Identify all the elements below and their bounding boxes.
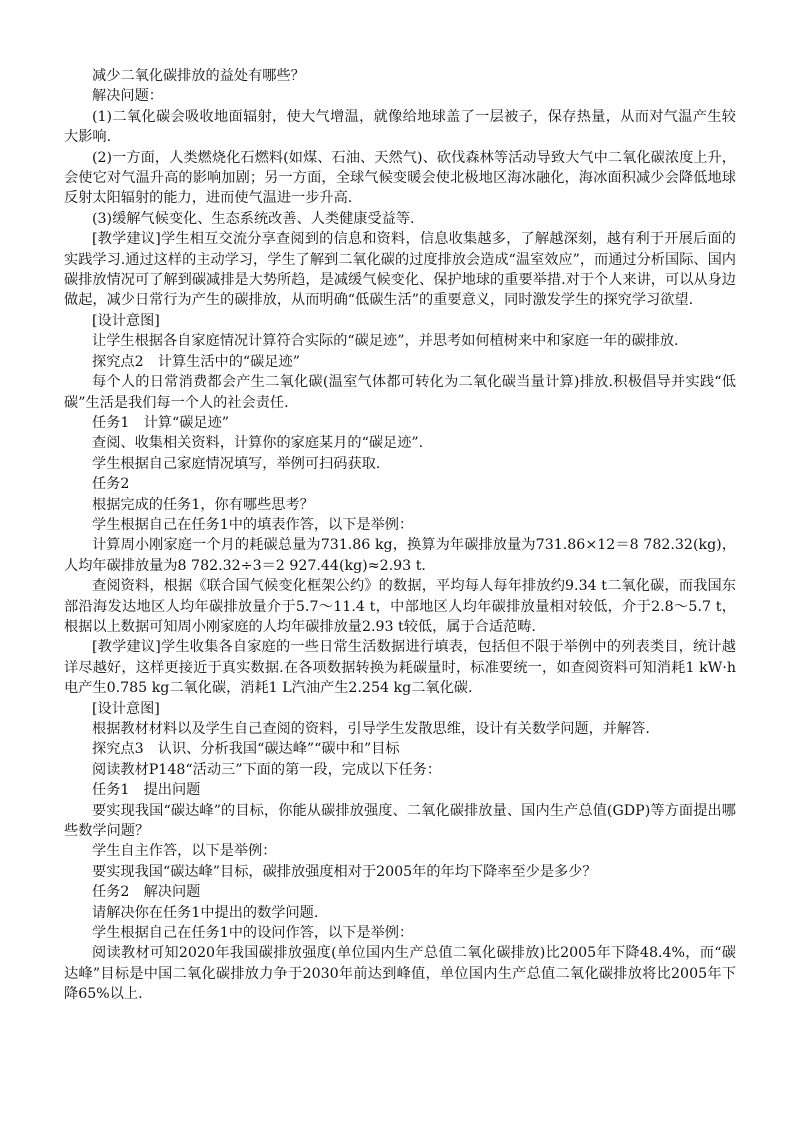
- paragraph-answer-3: [64, 209, 736, 229]
- task-heading-1: [64, 413, 736, 433]
- paragraph-text: 解决问题：: [92, 88, 163, 105]
- paragraph-answer-2: [64, 148, 736, 209]
- paragraph-text: 查阅、收集相关资料，计算你的家庭某月的“碳足迹”.: [92, 435, 424, 452]
- paragraph-design-intent-label-2: [64, 699, 736, 719]
- paragraph-text: 学生根据自己家庭情况填写，举例可扫码获取.: [92, 455, 381, 472]
- paragraph-text: (1)二氧化碳会吸收地面辐射，使大气增温，就像给地球盖了一层被子，保存热量，从而对气温产生较大影响.: [64, 108, 736, 146]
- paragraph-solve-example-intro: [64, 923, 736, 943]
- paragraph-text: 学生根据自己在任务1中的填表作答，以下是举例：: [92, 516, 414, 533]
- section-heading-exploration-2: [64, 352, 736, 372]
- paragraph-text: 每个人的日常消费都会产生二氧化碳(温室气体都可转化为二氧化碳当量计算)排放.积极倡导并实践“低碳”生活是我们每一个人的社会责任.: [64, 374, 736, 411]
- paragraph-answer-1: [64, 107, 736, 148]
- document-page: [64, 66, 736, 1005]
- paragraph-text: 探究点3 认识、分析我国“碳达峰”“碳中和”目标: [92, 741, 400, 758]
- paragraph-text: 任务1 计算“碳足迹”: [92, 414, 230, 431]
- paragraph-teaching-suggestion-1: [64, 229, 736, 311]
- paragraph-text: 阅读教材可知2020年我国碳排放强度(单位国内生产总值二氧化碳排放)比2005年下降48.4%，而“碳达峰”目标是中国二氧化碳排放力争于2030年前达到峰值，单位国内生产总值二氧化碳排放将比2005年下降65%以上.: [64, 945, 736, 1003]
- task-heading-solve-problem: [64, 882, 736, 902]
- paragraph-text: [教学建议]学生收集各自家庭的一些日常生活数据进行填表，包括但不限于举例中的列表类目，统计越详尽越好，这样更接近于真实数据.在各项数据转换为耗碳量时，标准要统一，如查阅资料可知消耗1 kW·h电产生0.785 kg二氧化碳，消耗1 L汽油产生2.254 kg二氧化碳.: [64, 639, 736, 697]
- paragraph-text: 根据完成的任务1，你有哪些思考？: [92, 496, 314, 513]
- paragraph-text: 根据教材材料以及学生自己查阅的资料，引导学生发散思维，设计有关数学问题，并解答.: [92, 721, 650, 737]
- paragraph-text: 任务1 提出问题: [92, 782, 201, 799]
- paragraph-text: (2)一方面，人类燃烧化石燃料(如煤、石油、天然气)、砍伐森林等活动导致大气中二氧化碳浓度上升，会使它对气温升高的影响加剧；另一方面，全球气候变暖会使北极地区海冰融化，海冰面积减少会降低地球反射太阳辐射的能力，进而使气温进一步升高.: [64, 149, 736, 207]
- paragraph-text: 要实现我国“碳达峰”目标，碳排放强度相对于2005年的年均下降率至少是多少？: [92, 863, 597, 880]
- paragraph-design-intent-2: [64, 719, 736, 739]
- paragraph-task-2-prompt: [64, 495, 736, 515]
- paragraph-emission-intensity: [64, 943, 736, 1004]
- paragraph-text: 任务2: [92, 476, 130, 493]
- paragraph-solve-heading: [64, 86, 736, 106]
- section-heading-exploration-3: [64, 739, 736, 759]
- paragraph-example-question: [64, 862, 736, 882]
- paragraph-peak-question: [64, 801, 736, 842]
- paragraph-text: 任务2 解决问题: [92, 884, 201, 901]
- paragraph-text: 阅读教材P148“活动三”下面的第一段，完成以下任务：: [92, 761, 442, 778]
- paragraph-text: 学生自主作答，以下是举例：: [92, 843, 277, 860]
- paragraph-text: 让学生根据各自家庭情况计算符合实际的“碳足迹”，并思考如何植树来中和家庭一年的碳排放.: [92, 333, 679, 350]
- paragraph-task-1-prompt: [64, 433, 736, 453]
- paragraph-text: 计算周小刚家庭一个月的耗碳总量为731.86 kg，换算为年碳排放量为731.86×12＝8 782.32(kg)，人均年碳排放量为8 782.32÷3＝2 927.44(kg)≈2.93 t.: [64, 537, 736, 574]
- paragraph-text: 学生根据自己在任务1中的设问作答，以下是举例：: [92, 925, 414, 942]
- paragraph-question-benefits: [64, 66, 736, 86]
- paragraph-text: 要实现我国“碳达峰”的目标，你能从碳排放强度、二氧化碳排放量、国内生产总值(GDP)等方面提出哪些数学问题？: [64, 802, 736, 840]
- task-heading-2: [64, 474, 736, 494]
- task-heading-pose-question: [64, 780, 736, 800]
- paragraph-design-intent-label-1: [64, 311, 736, 331]
- paragraph-low-carbon-intro: [64, 372, 736, 413]
- paragraph-teaching-suggestion-2: [64, 637, 736, 698]
- paragraph-carbon-calculation: [64, 535, 736, 576]
- paragraph-text: [设计意图]: [92, 312, 160, 329]
- paragraph-task-1-note: [64, 454, 736, 474]
- paragraph-text: (3)缓解气候变化、生态系统改善、人类健康受益等.: [92, 210, 415, 227]
- paragraph-text: 探究点2 计算生活中的“碳足迹”: [92, 353, 300, 370]
- paragraph-text: 请解决你在任务1中提出的数学问题.: [92, 904, 319, 921]
- paragraph-text: 减少二氧化碳排放的益处有哪些？: [92, 68, 305, 84]
- paragraph-unfccc-data: [64, 576, 736, 637]
- paragraph-self-answer-intro: [64, 841, 736, 861]
- paragraph-reading-instruction: [64, 760, 736, 780]
- paragraph-design-intent-1: [64, 331, 736, 351]
- paragraph-task-2-example-intro: [64, 515, 736, 535]
- paragraph-text: [教学建议]学生相互交流分享查阅到的信息和资料，信息收集越多，了解越深刻，越有利于开展后面的实践学习.通过这样的主动学习，学生了解到二氧化碳的过度排放会造成“温室效应”，而通过分析国际、国内碳排放情况可了解到碳减排是大势所趋，是减缓气候变化、保护地球的重要举措.对于个人来讲，可以从身边做起，减少日常行为产生的碳排放，从而明确“低碳生活”的重要意义，同时激发学生的探究学习欲望.: [64, 231, 736, 309]
- paragraph-text: [设计意图]: [92, 700, 160, 717]
- paragraph-text: 查阅资料，根据《联合国气候变化框架公约》的数据，平均每人每年排放约9.34 t二氧化碳，而我国东部沿海发达地区人均年碳排放量介于5.7～11.4 t，中部地区人均年碳排放量相对较低，介于2.8～5.7 t，根据以上数据可知周小刚家庭的人均年碳排放量2.93 t较低，属于合适范畴.: [64, 578, 736, 635]
- paragraph-solve-prompt: [64, 903, 736, 923]
